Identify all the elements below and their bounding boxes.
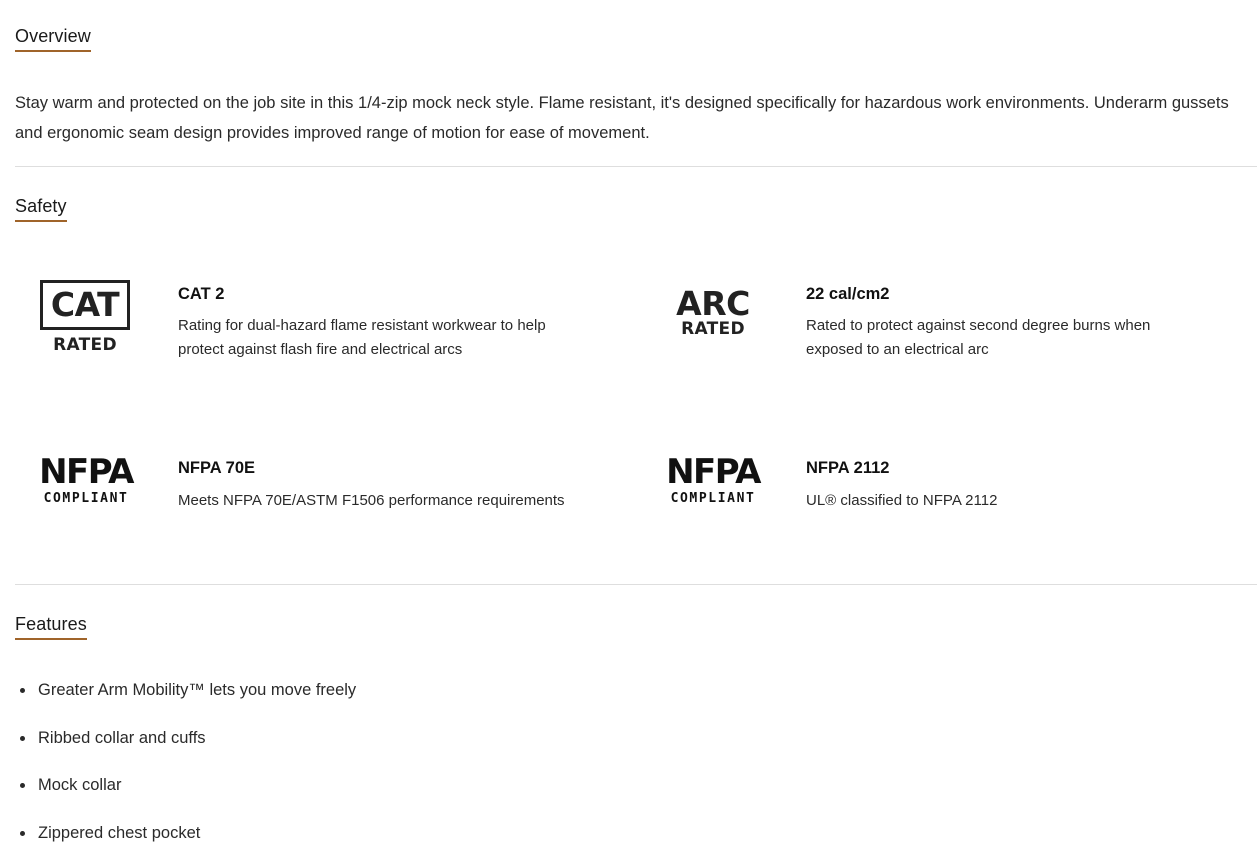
nfpa-compliant-icon bbox=[661, 455, 765, 506]
list-item: Ribbed collar and cuffs bbox=[15, 724, 356, 772]
cat-logo-main: CAT bbox=[40, 280, 130, 330]
nfpa-compliant-icon bbox=[34, 455, 138, 506]
arc-rated-icon bbox=[665, 286, 761, 339]
features-heading: Features bbox=[15, 613, 87, 640]
safety-item-title-nfpa-2112: NFPA 2112 bbox=[806, 459, 889, 478]
nfpa-logo-main: NFPA bbox=[34, 455, 138, 489]
list-item: Greater Arm Mobility™ lets you move freely bbox=[15, 676, 356, 724]
overview-text: Stay warm and protected on the job site in this 1/4-zip mock neck style. Flame resistant, it's designed specifically for hazardous work environments. Underarm gussets and ergonomic seam design provides improved range of motion for ease of movement. bbox=[15, 88, 1255, 148]
overview-heading: Overview bbox=[15, 25, 91, 52]
safety-item-title-nfpa-70e: NFPA 70E bbox=[178, 459, 255, 478]
cat-rated-icon bbox=[40, 280, 130, 355]
section-divider bbox=[15, 584, 1257, 585]
section-divider bbox=[15, 166, 1257, 167]
nfpa-logo-sub: COMPLIANT bbox=[661, 491, 765, 506]
arc-logo-main: ARC bbox=[665, 286, 761, 322]
list-item: Zippered chest pocket bbox=[15, 819, 356, 866]
nfpa-logo-main: NFPA bbox=[661, 455, 765, 489]
safety-item-desc-nfpa-70e: Meets NFPA 70E/ASTM F1506 performance requirements bbox=[178, 489, 598, 513]
arc-logo-sub: RATED bbox=[665, 319, 761, 339]
safety-heading: Safety bbox=[15, 195, 67, 222]
nfpa-logo-sub: COMPLIANT bbox=[34, 491, 138, 506]
cat-logo-sub: RATED bbox=[40, 335, 130, 355]
safety-item-desc-cat: Rating for dual-hazard flame resistant workwear to help protect against flash fire and electrical arcs bbox=[178, 314, 578, 362]
safety-item-desc-nfpa-2112: UL® classified to NFPA 2112 bbox=[806, 489, 1186, 513]
safety-item-desc-arc: Rated to protect against second degree burns when exposed to an electrical arc bbox=[806, 314, 1186, 362]
safety-item-title-arc: 22 cal/cm2 bbox=[806, 285, 889, 304]
features-list bbox=[15, 676, 356, 866]
list-item: Mock collar bbox=[15, 771, 356, 819]
safety-item-title-cat: CAT 2 bbox=[178, 285, 224, 304]
